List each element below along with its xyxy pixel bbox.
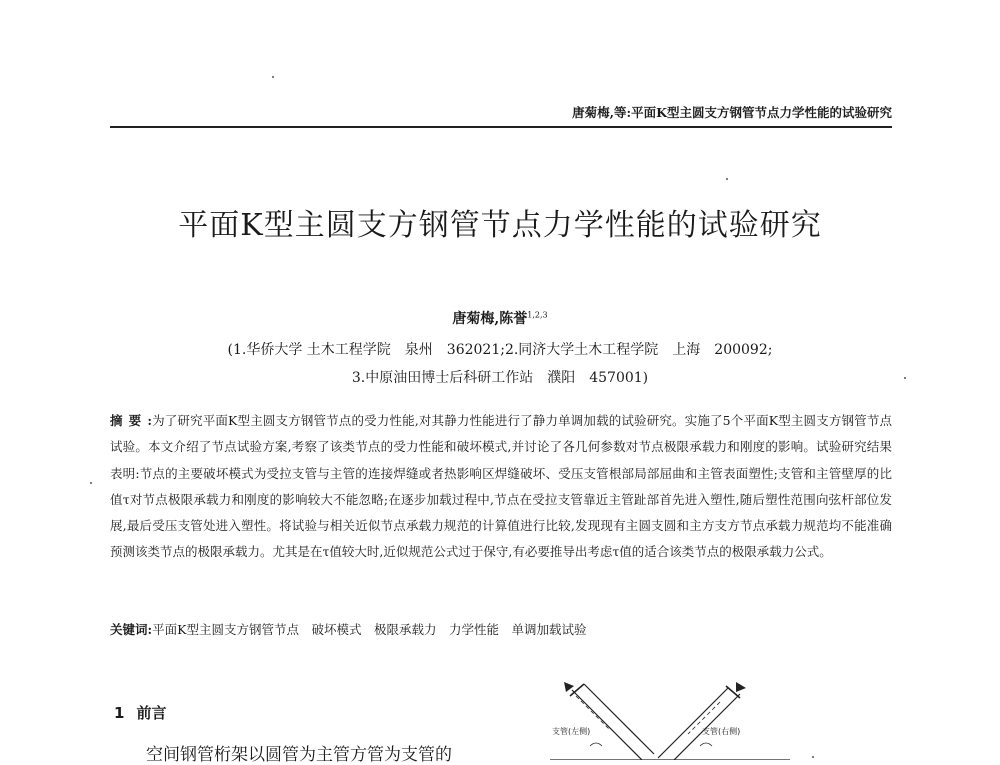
right-arrow — [736, 682, 746, 692]
scan-speck — [272, 76, 274, 78]
left-brace — [570, 684, 654, 760]
author-superscript: 1,2,3 — [527, 310, 548, 320]
affiliation-line-1: (1.华侨大学 土木工程学院 泉州 362021;2.同济大学土木工程学院 上海 200092; — [227, 342, 773, 358]
left-brace-label: 支管(左侧) — [552, 727, 591, 736]
scan-speck — [726, 178, 728, 180]
affiliation-line-2: 3.中原油田博士后科研工作站 濮阳 457001) — [351, 370, 649, 386]
abstract — [110, 408, 892, 566]
running-header: 唐菊梅,等:平面K型主圆支方钢管节点力学性能的试验研究 — [572, 105, 892, 120]
abstract-colon: : — [147, 413, 152, 428]
right-brace — [658, 686, 740, 760]
scan-speck — [90, 482, 92, 484]
authors-line — [0, 308, 1000, 328]
right-brace-label: 支管(右侧) — [702, 727, 741, 736]
section-1-heading — [114, 702, 166, 723]
paper-title: 平面K型主圆支方钢管节点力学性能的试验研究 — [178, 208, 822, 243]
scan-speck — [904, 377, 906, 379]
right-angle-mark — [700, 743, 712, 746]
abstract-text: 为了研究平面K型主圆支方钢管节点的受力性能,对其静力性能进行了静力单调加载的试验研究。实施了5个平面K型主圆支方钢管节点试验。本文介绍了节点试验方案,考察了该类节点的受力性能和破坏模式,并讨论了各几何参数对节点极限承载力和刚度的影响。试验研究结果表明:节点的主要破坏模式为受拉支管与主管的连接焊缝或者热影响区焊缝破坏、受压支管根部局部屈曲和主管表面塑性;支管和主管壁厚的比值τ对节点极限承载力和刚度的影响较大不能忽略;在逐步加载过程中,节点在受拉支管靠近主管趾部首先进入塑性,随后塑性范围向弦杆部位发展,最后受压支管处进入塑性。将试验与相关近似节点承载力规范的计算值进行比较,发现现有主圆支圆和主方支方节点承载力规范均不能准确预测该类节点的极限承载力。尤其是在τ值较大时,近似规范公式过于保守,有必要推导出考虑τ值的适合该类节点的极限承载力公式。 — [110, 413, 892, 560]
scan-speck — [812, 756, 814, 758]
keywords — [110, 620, 892, 638]
authors: 唐菊梅,陈誉 — [452, 311, 528, 327]
section-number: 1 — [114, 704, 125, 722]
keywords-text: 平面K型主圆支方钢管节点 破坏模式 极限承载力 力学性能 单调加载试验 — [152, 622, 587, 637]
abstract-label: 摘要 — [110, 413, 148, 428]
left-angle-mark — [590, 743, 602, 746]
section-1-first-line: 空间钢管桁架以圆管为主管方管为支管的 — [146, 745, 452, 765]
section-title: 前言 — [136, 704, 167, 722]
header-rule — [110, 126, 892, 128]
k-joint-figure — [550, 682, 790, 760]
keywords-label: 关键词: — [110, 622, 153, 637]
